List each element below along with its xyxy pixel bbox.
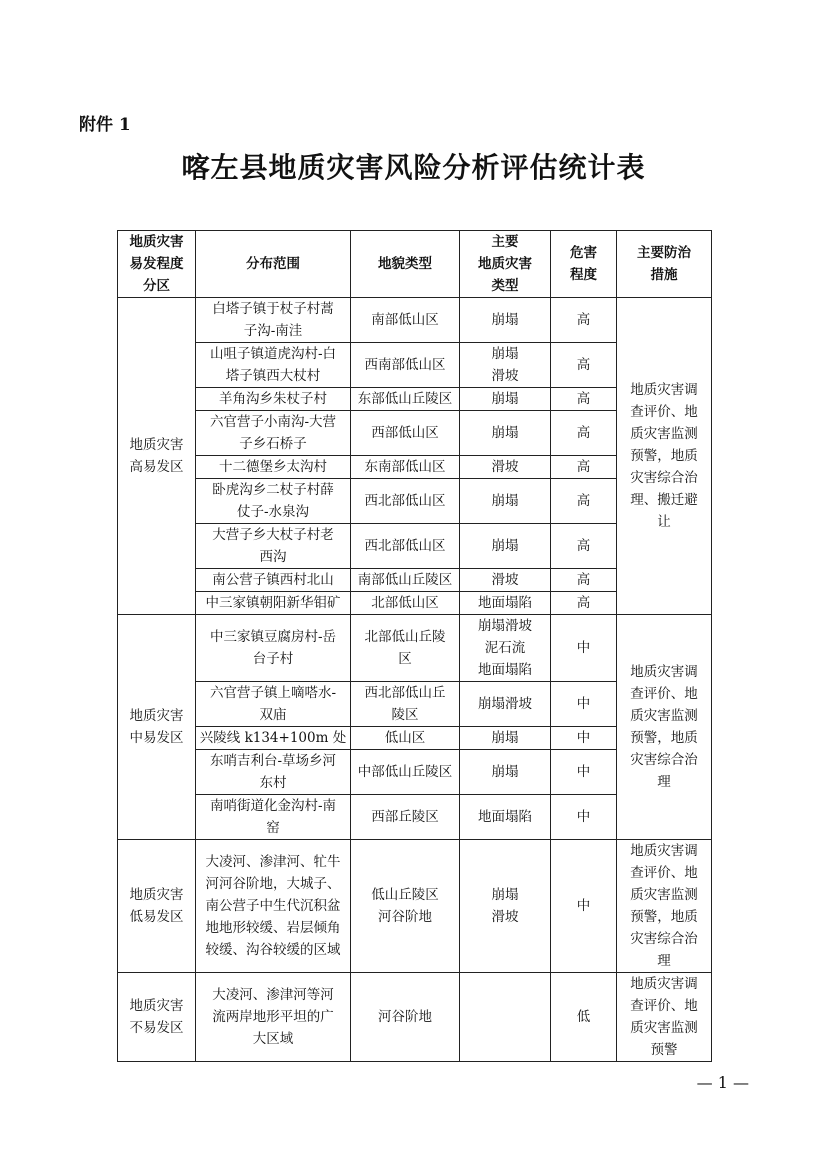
range-cell: 山咀子镇道虎沟村-白 塔子镇西大杖村 bbox=[196, 343, 351, 388]
danger-level-cell: 高 bbox=[551, 592, 617, 615]
range-cell: 中三家镇朝阳新华钼矿 bbox=[196, 592, 351, 615]
attachment-label: 附件 1 bbox=[79, 115, 131, 135]
range-cell: 六官营子镇上嘀嗒水- 双庙 bbox=[196, 682, 351, 727]
danger-level-cell: 高 bbox=[551, 569, 617, 592]
zone-cell: 地质灾害 不易发区 bbox=[118, 973, 196, 1062]
hazard-type-cell: 崩塌 bbox=[460, 388, 551, 411]
hazard-type-cell: 崩塌 bbox=[460, 411, 551, 456]
measure-cell: 地质灾害调 查评价、地 质灾害监测 预警，地质 灾害综合治 理、搬迁避 让 bbox=[617, 298, 712, 615]
range-cell: 羊角沟乡朱杖子村 bbox=[196, 388, 351, 411]
column-header: 主要防治 措施 bbox=[617, 231, 712, 298]
landform-cell: 低山区 bbox=[351, 727, 460, 750]
hazard-type-cell bbox=[460, 973, 551, 1062]
zone-cell: 地质灾害 中易发区 bbox=[118, 615, 196, 840]
landform-cell: 南部低山丘陵区 bbox=[351, 569, 460, 592]
hazard-type-cell: 地面塌陷 bbox=[460, 592, 551, 615]
landform-cell: 南部低山区 bbox=[351, 298, 460, 343]
landform-cell: 北部低山区 bbox=[351, 592, 460, 615]
risk-table bbox=[117, 230, 712, 1062]
table-row bbox=[118, 973, 712, 1062]
measure-cell: 地质灾害调 查评价、地 质灾害监测 预警，地质 灾害综合治 理 bbox=[617, 840, 712, 973]
danger-level-cell: 中 bbox=[551, 750, 617, 795]
landform-cell: 东南部低山区 bbox=[351, 456, 460, 479]
range-cell: 南哨街道化金沟村-南 窑 bbox=[196, 795, 351, 840]
danger-level-cell: 高 bbox=[551, 411, 617, 456]
column-header: 危害 程度 bbox=[551, 231, 617, 298]
landform-cell: 中部低山丘陵区 bbox=[351, 750, 460, 795]
range-cell: 兴陵线 k134+100m 处 bbox=[196, 727, 351, 750]
hazard-type-cell: 崩塌 bbox=[460, 524, 551, 569]
landform-cell: 东部低山丘陵区 bbox=[351, 388, 460, 411]
danger-level-cell: 中 bbox=[551, 840, 617, 973]
landform-cell: 西南部低山区 bbox=[351, 343, 460, 388]
danger-level-cell: 高 bbox=[551, 479, 617, 524]
danger-level-cell: 中 bbox=[551, 615, 617, 682]
danger-level-cell: 中 bbox=[551, 682, 617, 727]
landform-cell: 西北部低山丘 陵区 bbox=[351, 682, 460, 727]
measure-cell: 地质灾害调 查评价、地 质灾害监测 预警 bbox=[617, 973, 712, 1062]
danger-level-cell: 高 bbox=[551, 388, 617, 411]
table-header-row bbox=[118, 231, 712, 298]
range-cell: 东哨吉利台-草场乡河 东村 bbox=[196, 750, 351, 795]
landform-cell: 北部低山丘陵 区 bbox=[351, 615, 460, 682]
hazard-type-cell: 地面塌陷 bbox=[460, 795, 551, 840]
range-cell: 白塔子镇于杖子村蒿 子沟-南洼 bbox=[196, 298, 351, 343]
hazard-type-cell: 崩塌 bbox=[460, 750, 551, 795]
landform-cell: 西部丘陵区 bbox=[351, 795, 460, 840]
landform-cell: 低山丘陵区 河谷阶地 bbox=[351, 840, 460, 973]
hazard-type-cell: 崩塌 滑坡 bbox=[460, 343, 551, 388]
danger-level-cell: 中 bbox=[551, 795, 617, 840]
hazard-type-cell: 崩塌 bbox=[460, 727, 551, 750]
column-header: 地质灾害 易发程度 分区 bbox=[118, 231, 196, 298]
range-cell: 大凌河、渗津河等河 流两岸地形平坦的广 大区域 bbox=[196, 973, 351, 1062]
danger-level-cell: 高 bbox=[551, 524, 617, 569]
danger-level-cell: 高 bbox=[551, 456, 617, 479]
page-title: 喀左县地质灾害风险分析评估统计表 bbox=[181, 151, 646, 184]
hazard-type-cell: 崩塌滑坡 bbox=[460, 682, 551, 727]
column-header: 主要 地质灾害 类型 bbox=[460, 231, 551, 298]
column-header: 地貌类型 bbox=[351, 231, 460, 298]
zone-cell: 地质灾害 高易发区 bbox=[118, 298, 196, 615]
landform-cell: 河谷阶地 bbox=[351, 973, 460, 1062]
table-row bbox=[118, 298, 712, 343]
hazard-type-cell: 崩塌 bbox=[460, 479, 551, 524]
landform-cell: 西北部低山区 bbox=[351, 524, 460, 569]
column-header: 分布范围 bbox=[196, 231, 351, 298]
table-row bbox=[118, 840, 712, 973]
measure-cell: 地质灾害调 查评价、地 质灾害监测 预警，地质 灾害综合治 理 bbox=[617, 615, 712, 840]
range-cell: 卧虎沟乡二杖子村薛 仗子-水泉沟 bbox=[196, 479, 351, 524]
table-row bbox=[118, 615, 712, 682]
danger-level-cell: 高 bbox=[551, 298, 617, 343]
hazard-type-cell: 崩塌 滑坡 bbox=[460, 840, 551, 973]
hazard-type-cell: 崩塌 bbox=[460, 298, 551, 343]
range-cell: 中三家镇豆腐房村-岳 台子村 bbox=[196, 615, 351, 682]
hazard-type-cell: 崩塌滑坡 泥石流 地面塌陷 bbox=[460, 615, 551, 682]
landform-cell: 西北部低山区 bbox=[351, 479, 460, 524]
range-cell: 六官营子小南沟-大营 子乡石桥子 bbox=[196, 411, 351, 456]
range-cell: 大凌河、渗津河、牤牛 河河谷阶地，大城子、 南公营子中生代沉积盆 地地形较缓、岩层倾角 较缓、沟谷较缓的区域 bbox=[196, 840, 351, 973]
hazard-type-cell: 滑坡 bbox=[460, 569, 551, 592]
danger-level-cell: 中 bbox=[551, 727, 617, 750]
range-cell: 南公营子镇西村北山 bbox=[196, 569, 351, 592]
danger-level-cell: 高 bbox=[551, 343, 617, 388]
range-cell: 十二德堡乡太沟村 bbox=[196, 456, 351, 479]
page-number: — 1 — bbox=[696, 1073, 749, 1092]
hazard-type-cell: 滑坡 bbox=[460, 456, 551, 479]
range-cell: 大营子乡大杖子村老 西沟 bbox=[196, 524, 351, 569]
landform-cell: 西部低山区 bbox=[351, 411, 460, 456]
zone-cell: 地质灾害 低易发区 bbox=[118, 840, 196, 973]
danger-level-cell: 低 bbox=[551, 973, 617, 1062]
